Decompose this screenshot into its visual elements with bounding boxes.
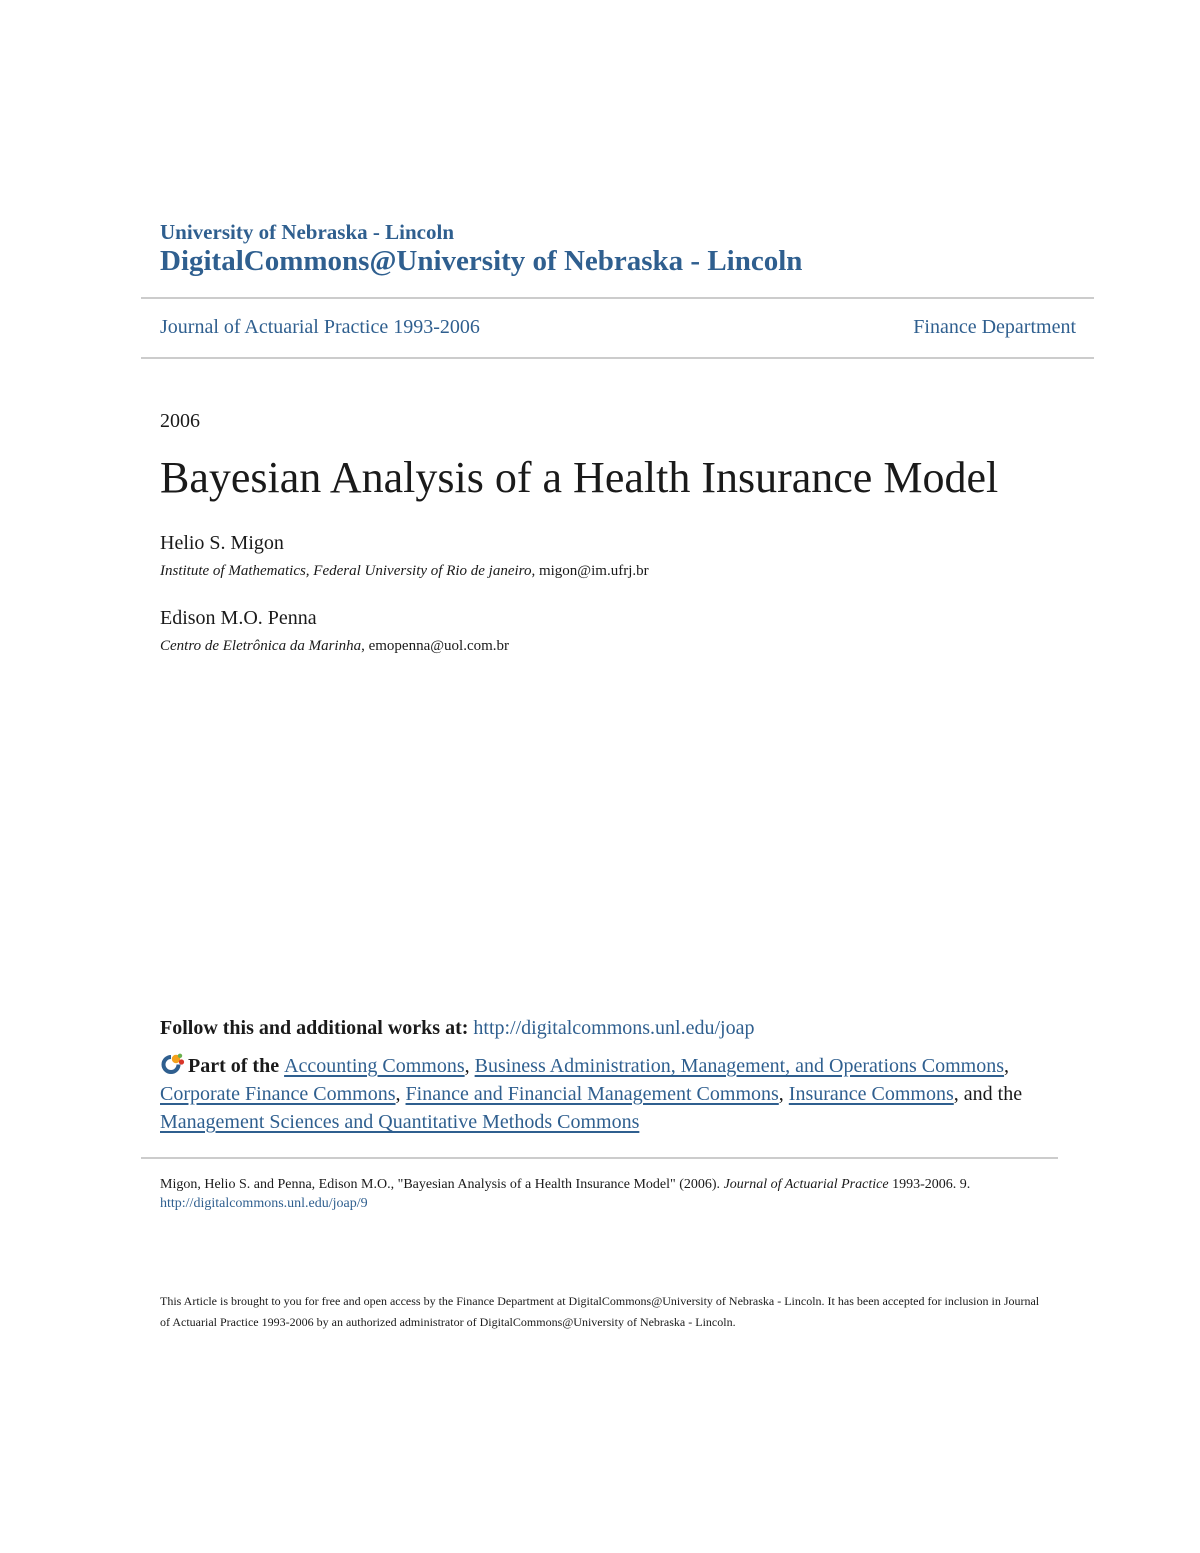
and-the-text: , and the — [953, 1083, 1023, 1105]
author-email: , migon@im.ufrj.br — [531, 563, 649, 579]
author-name: Helio S. Migon — [160, 532, 284, 554]
author-email: , emopenna@uol.com.br — [361, 638, 510, 654]
separator: , — [1004, 1055, 1010, 1077]
citation-tail: 1993-2006. 9. — [888, 1177, 971, 1192]
commons-link-corporate-finance[interactable]: Corporate Finance Commons — [160, 1083, 396, 1105]
separator: , — [395, 1083, 406, 1105]
citation-text: Migon, Helio S. and Penna, Edison M.O., "Bayesian Analysis of a Health Insurance Model" (2006). — [160, 1177, 724, 1192]
commons-link-finance[interactable]: Finance and Financial Management Commons — [405, 1083, 779, 1105]
publication-year: 2006 — [160, 410, 200, 432]
author-affiliation — [160, 638, 509, 655]
header-rule-bottom — [141, 357, 1094, 359]
commons-link-insurance[interactable]: Insurance Commons — [788, 1083, 954, 1105]
follow-label: Follow this and additional works at: — [160, 1017, 474, 1039]
journal-link[interactable]: Journal of Actuarial Practice 1993-2006 — [160, 316, 480, 338]
commons-link-management-sciences[interactable]: Management Sciences and Quantitative Methods Commons — [160, 1111, 640, 1133]
part-of-paragraph — [160, 1052, 1060, 1136]
header-rule-top — [141, 297, 1094, 299]
repository-link[interactable]: DigitalCommons@University of Nebraska - Lincoln — [160, 245, 803, 277]
commons-link-accounting[interactable]: Accounting Commons — [284, 1055, 465, 1077]
university-link[interactable]: University of Nebraska - Lincoln — [160, 220, 454, 244]
citation-rule — [141, 1157, 1058, 1159]
follow-line — [160, 1017, 754, 1040]
citation-url-link[interactable]: http://digitalcommons.unl.edu/joap/9 — [160, 1196, 368, 1211]
recommended-citation — [160, 1175, 1020, 1213]
commons-link-business-administration[interactable]: Business Administration, Management, and Operations Commons — [474, 1055, 1005, 1077]
separator: , — [464, 1055, 475, 1077]
department-link[interactable]: Finance Department — [913, 316, 1076, 338]
article-title: Bayesian Analysis of a Health Insurance Model — [160, 453, 999, 502]
digital-commons-network-icon — [160, 1053, 186, 1075]
follow-url-link[interactable]: http://digitalcommons.unl.edu/joap — [473, 1017, 755, 1039]
affiliation-text: Institute of Mathematics, Federal University of Rio de janeiro — [160, 563, 532, 579]
affiliation-text: Centro de Eletrônica da Marinha — [160, 638, 362, 654]
part-of-label: Part of the — [188, 1055, 285, 1077]
access-notice: This Article is brought to you for free and open access by the Finance Department at DigitalCommons@University of Nebraska - Lincoln. It has been accepted for inclusion in Journal of Actuarial Practice 1993-2006 by an authorized administrator of DigitalCommons@University of Nebraska - Lincoln. — [160, 1294, 1040, 1329]
separator: , — [778, 1083, 789, 1105]
author-name: Edison M.O. Penna — [160, 607, 317, 629]
citation-journal: Journal of Actuarial Practice — [723, 1177, 889, 1192]
author-affiliation — [160, 563, 649, 580]
